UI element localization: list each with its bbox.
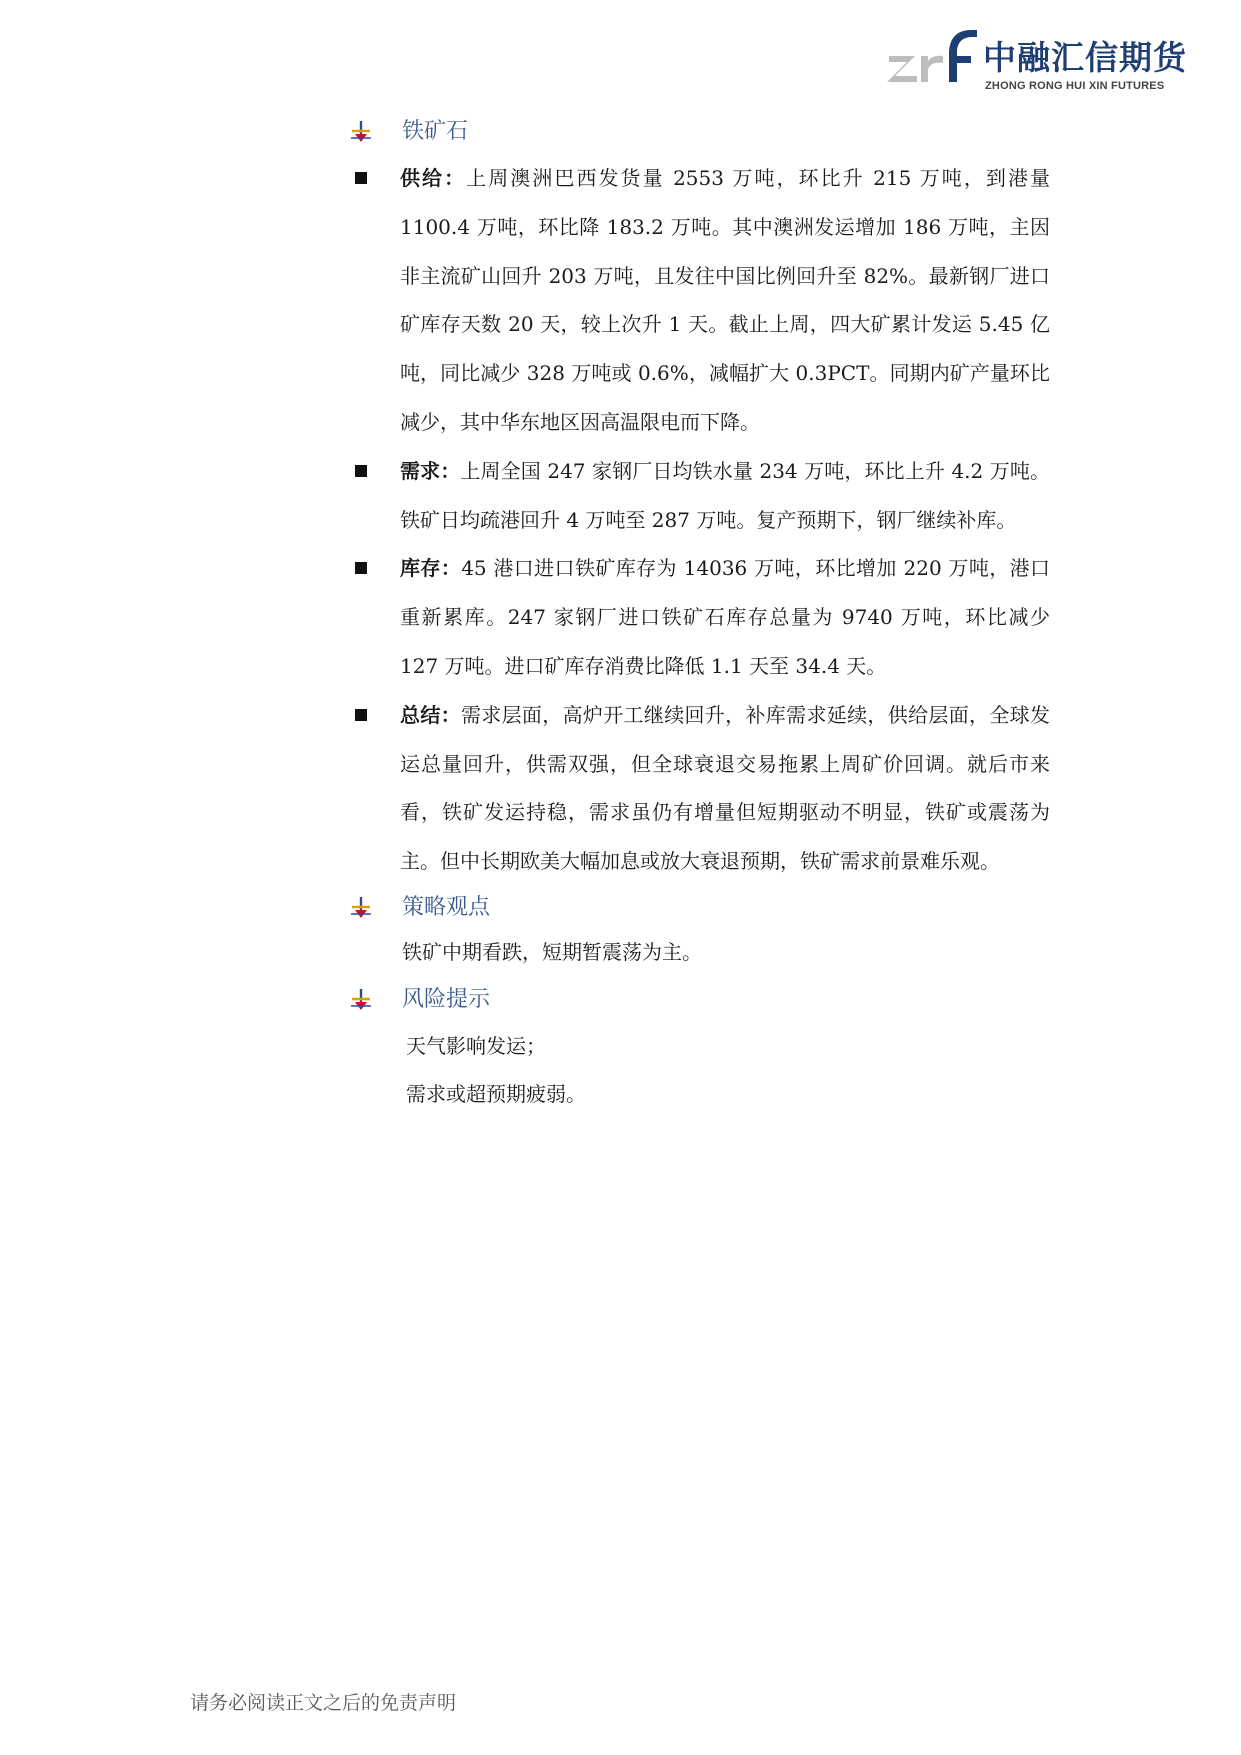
risk-item: 需求或超预期疲弱。 <box>406 1081 586 1106</box>
arrow-marker-icon <box>350 989 372 1011</box>
footer-disclaimer: 请务必阅读正文之后的免责声明 <box>190 1692 457 1714</box>
square-bullet-icon <box>355 465 367 477</box>
section-heading-iron-ore <box>350 110 1050 154</box>
item-label: 供给： <box>400 166 467 190</box>
zrf-logo-icon <box>885 24 980 94</box>
section-heading-risk <box>350 978 1050 1022</box>
company-logo <box>885 24 1195 94</box>
item-text: 需求层面，高炉开工继续回升，补库需求延续，供给层面，全球发运总量回升，供需双强，但全球衰退交易拖累上周矿价回调。就后市来看，铁矿发运持稳，需求虽仍有增量但短期驱动不明显，铁矿或震荡为主。但中长期欧美大幅加息或放大衰退预期，铁矿需求前景难乐观。 <box>400 702 1051 874</box>
brand-name-cn: 中融汇信期货 <box>983 38 1187 77</box>
section-title: 铁矿石 <box>402 119 469 144</box>
square-bullet-icon <box>355 562 367 574</box>
item-text: 上周全国 247 家钢厂日均铁水量 234 万吨，环比上升 4.2 万吨。铁矿日均疏港回升 4 万吨至 287 万吨。复产预期下，钢厂继续补库。 <box>400 458 1050 532</box>
arrow-marker-icon <box>350 897 372 919</box>
item-text: 上周澳洲巴西发货量 2553 万吨，环比升 215 万吨，到港量 1100.4 万吨，环比降 183.2 万吨。其中澳洲发运增加 186 万吨，主因非主流矿山回升 203 万吨，且发往中国比例回升至 82%。最新钢厂进口矿库存天数 20 天，较上次升 1 天。截止上周，四大矿累计发运 5.45 亿吨，同比减少 328 万吨或 0.6%，减幅扩大 0.3PCT。同期内矿产量环比减少，其中华东地区因高温限电而下降。 <box>400 166 1050 434</box>
section-heading-strategy <box>350 886 1050 930</box>
list-item-summary <box>350 691 1050 886</box>
report-content <box>350 110 1050 1118</box>
square-bullet-icon <box>355 172 367 184</box>
risk-item: 天气影响发运； <box>406 1033 546 1058</box>
item-label: 库存： <box>400 556 462 581</box>
item-label: 需求： <box>400 458 461 483</box>
strategy-text: 铁矿中期看跌，短期暂震荡为主。 <box>402 939 702 964</box>
item-label: 总结： <box>400 702 461 727</box>
section-title: 风险提示 <box>402 986 491 1012</box>
arrow-marker-icon <box>350 121 372 143</box>
section-title: 策略观点 <box>402 894 491 920</box>
square-bullet-icon <box>355 709 367 721</box>
list-item-demand <box>350 447 1050 545</box>
item-text: 45 港口进口铁矿库存为 14036 万吨，环比增加 220 万吨，港口重新累库。247 家钢厂进口铁矿石库存总量为 9740 万吨，环比减少 127 万吨。进口矿库存消费比降低 1.1 天至 34.4 天。 <box>400 556 1050 678</box>
list-item-inventory <box>350 544 1050 690</box>
brand-name-en: ZHONG RONG HUI XIN FUTURES <box>985 80 1165 92</box>
list-item-supply <box>350 154 1050 447</box>
